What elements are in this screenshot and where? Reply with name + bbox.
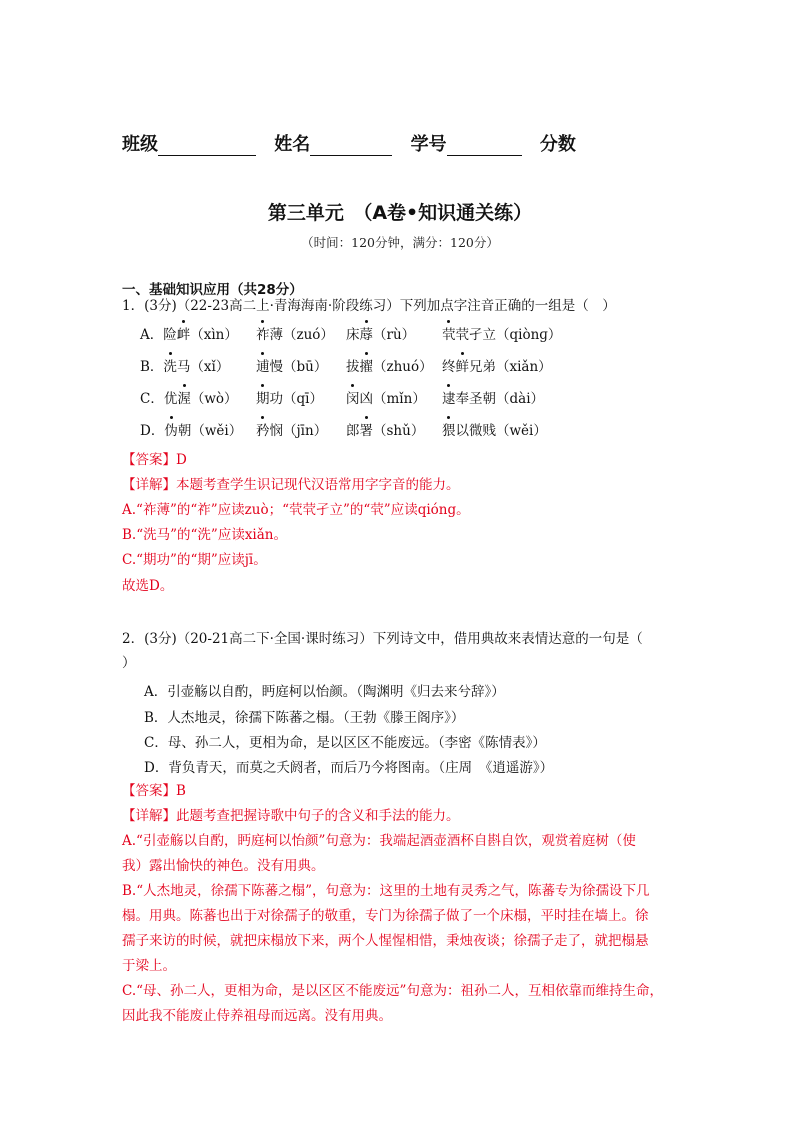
q1-option-item: [346, 387, 426, 407]
item-prefix: 优: [163, 391, 178, 407]
item-suffix: 朝（wěi）: [177, 423, 243, 439]
q1-detail-line: 故选D。: [122, 578, 174, 594]
item-prefix: 床: [346, 327, 360, 343]
dotted-character: 矜: [256, 419, 270, 439]
name-blank[interactable]: [310, 137, 392, 156]
dotted-character: 伪: [164, 419, 178, 439]
class-blank[interactable]: [158, 137, 256, 156]
q2-detail-line: A.“引壶觞以自酌，眄庭柯以怡颜”句意为：我端起酒壶酒杯自斟自饮，观赏着庭树（使: [122, 833, 636, 849]
item-suffix: 茕孑立（qiònɡ）: [455, 327, 562, 343]
q1-option-item: [140, 419, 242, 439]
dotted-character: 逮: [442, 387, 456, 407]
dotted-character: 猥: [442, 419, 456, 439]
dotted-character: 署: [360, 419, 374, 439]
q2-detail-line: B.“人杰地灵，徐孺下陈蕃之榻”，句意为：这里的土地有灵秀之气，陈蕃专为徐孺设下几: [122, 883, 650, 899]
item-suffix: （shǔ）: [373, 423, 425, 439]
q1-option-item: [346, 419, 424, 439]
q2-detail-line: 因此我不能废止侍养祖母而远离。没有用典。: [122, 1008, 392, 1024]
q1-option-item: [346, 355, 433, 375]
item-prefix: 终: [442, 359, 456, 375]
q1-option-item: [346, 323, 415, 343]
q1-option-item: [442, 323, 561, 343]
q1-detail-line: B.“洗马”的“洗”应读xiǎn。: [122, 527, 287, 543]
item-suffix: 奉圣朝（dài）: [455, 391, 545, 407]
q2-option-a: A．引壶觞以自酌，眄庭柯以怡颜。（陶渊明《归去来兮辞》）: [144, 684, 505, 700]
student-info-line: [122, 130, 576, 156]
student-id-blank[interactable]: [447, 137, 522, 156]
q2-stem-line: 2．(3分)（20-21高二下·全国·课时练习）下列诗文中，借用典故来表情达意的一句是（: [122, 631, 643, 647]
page-title: 第三单元 （A卷•知识通关练）: [267, 202, 533, 224]
q1-option-item: [256, 387, 323, 407]
q1-detail-line: A.“祚薄”的“祚”应读zuò；“茕茕孑立”的“茕”应读qióng。: [122, 502, 470, 518]
q2-detail-line: 于梁上。: [122, 958, 176, 974]
q1-answer: 【答案】D: [122, 452, 187, 468]
q2-option-c: C．母、孙二人，更相为命，是以区区不能废远。（李密《陈情表》）: [144, 735, 546, 751]
item-suffix: 悯（jīn）: [269, 423, 328, 439]
question-1-stem: 1．(3分)（22-23高二上·青海海南·阶段练习）下列加点字注音正确的一组是（ ）: [122, 298, 616, 314]
name-label: 姓名: [274, 134, 311, 155]
q2-option-d: D．背负青天，而莫之夭阏者，而后乃今将图南。（庄周 《逍遥游》）: [144, 760, 554, 776]
option-letter: B．: [140, 359, 164, 375]
dotted-character: 蓐: [360, 323, 374, 343]
q1-option-item: [256, 355, 327, 375]
question-2-stem: [122, 627, 682, 675]
item-suffix: 慢（bū）: [269, 359, 328, 375]
score-label: 分数: [539, 134, 576, 155]
dotted-character: 擢: [360, 355, 374, 375]
option-letter: C．: [140, 391, 164, 407]
q2-detail-line: 榻。用典。陈蕃也出于对徐孺子的敬重，专门为徐孺子做了一个床榻，平时挂在墙上。徐: [122, 908, 649, 924]
q2-option-b: B．人杰地灵，徐孺下陈蕃之榻。（王勃《滕王阁序》）: [144, 710, 465, 726]
item-prefix: 险: [163, 327, 177, 343]
q2-answer: 【答案】B: [122, 783, 186, 799]
class-label: 班级: [122, 134, 158, 155]
dotted-character: 茕: [442, 323, 456, 343]
item-suffix: 薄（zuó）: [269, 327, 334, 343]
dotted-character: 洗: [163, 355, 177, 375]
item-suffix: 凶（mǐn）: [359, 391, 426, 407]
item-suffix: （xìn）: [190, 327, 238, 343]
item-suffix: 马（xǐ）: [176, 359, 230, 375]
item-suffix: 以微贱（wěi）: [455, 423, 547, 439]
dotted-character: 期: [256, 387, 270, 407]
item-prefix: 拔: [346, 359, 360, 375]
dotted-character: 衅: [177, 323, 191, 343]
q2-detail-line: C.“母、孙二人，更相为命，是以区区不能废远”句意为：祖孙二人，互相依靠而维持生命，: [122, 983, 663, 999]
q2-detail-line: 【详解】此题考查把握诗歌中句子的含义和手法的能力。: [122, 808, 460, 824]
item-suffix: 功（qī）: [269, 391, 323, 407]
q1-option-item: [140, 355, 229, 375]
item-suffix: （wò）: [190, 391, 238, 407]
dotted-character: 渥: [177, 387, 191, 407]
option-letter: A．: [140, 327, 164, 343]
q1-option-item: [256, 323, 334, 343]
q1-option-item: [140, 387, 238, 407]
dotted-character: 祚: [256, 323, 270, 343]
q2-detail-line: 我）露出愉快的神色。没有用典。: [122, 858, 325, 874]
section-heading: 一、基础知识应用（共28分）: [122, 282, 303, 298]
q1-option-item: [442, 355, 552, 375]
q2-detail-line: 孺子来访的时候，就把床榻放下来，两个人惺惺相惜，秉烛夜谈；徐孺子走了，就把榻悬: [122, 933, 649, 949]
item-suffix: （rù）: [373, 327, 416, 343]
q1-option-item: [140, 323, 238, 343]
q1-detail-line: C.“期功”的“期”应读jī。: [122, 552, 267, 568]
student-id-label: 学号: [410, 134, 447, 155]
q1-option-item: [442, 387, 544, 407]
q2-stem-line: ）: [122, 655, 136, 671]
q1-option-item: [256, 419, 327, 439]
dotted-character: 鲜: [456, 355, 470, 375]
option-letter: D．: [140, 423, 165, 439]
q1-detail-line: 【详解】本题考查学生识记现代汉语常用字字音的能力。: [122, 477, 460, 493]
item-prefix: 郎: [346, 423, 360, 439]
dotted-character: 逋: [256, 355, 270, 375]
page-subtitle: （时间：120分钟，满分：120分）: [301, 235, 499, 250]
dotted-character: 闵: [346, 387, 360, 407]
item-suffix: 兄弟（xiǎn）: [469, 359, 552, 375]
item-suffix: （zhuó）: [373, 359, 433, 375]
q1-option-item: [442, 419, 547, 439]
